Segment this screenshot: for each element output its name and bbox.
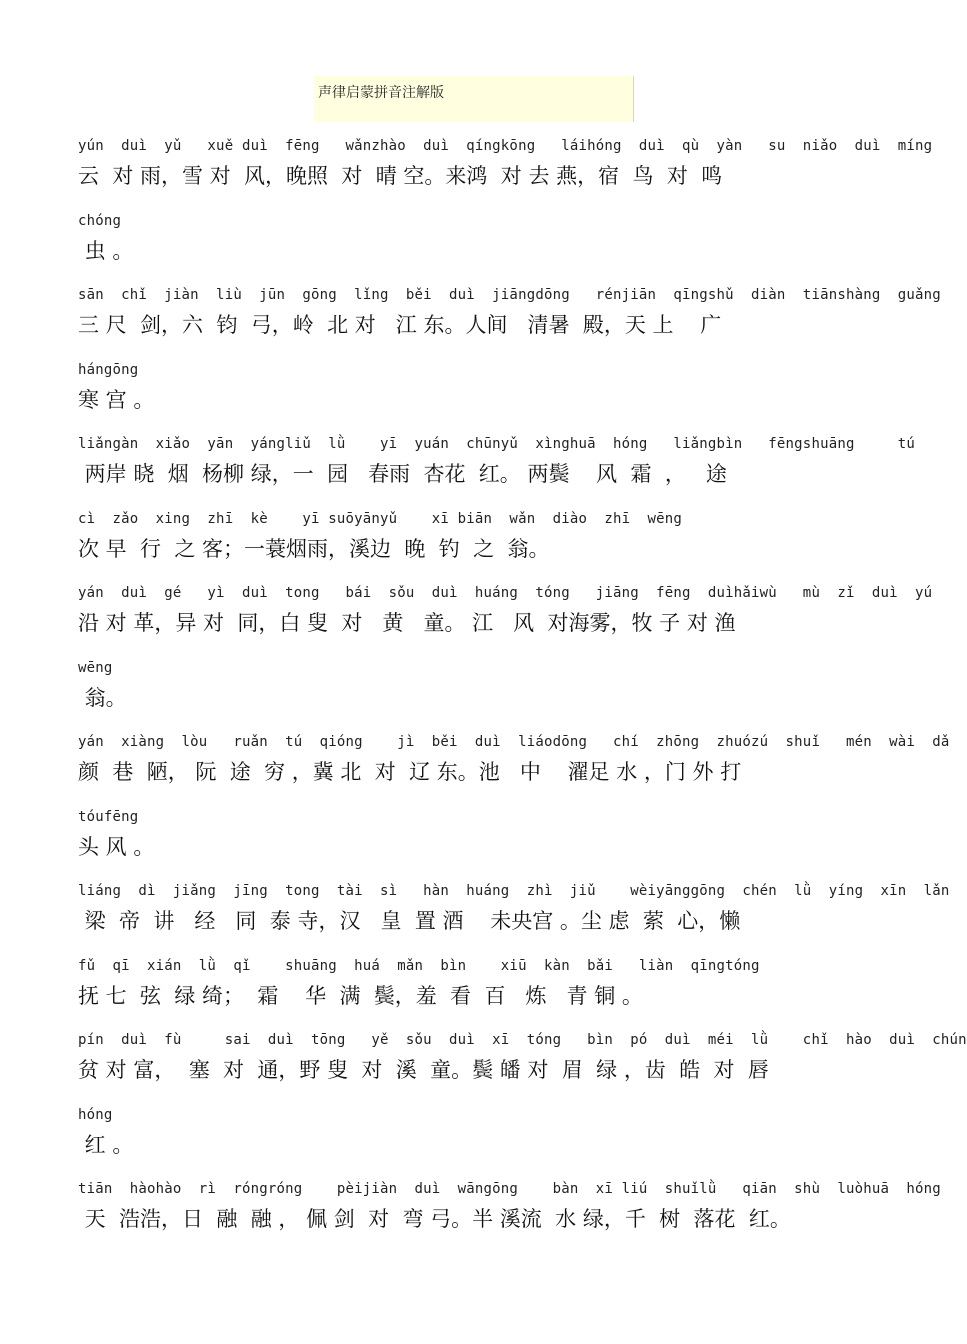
hanzi-text: 翁。 (78, 685, 127, 710)
hanzi-text: 三 尺 剑，六 钧 弓，岭 北 对 江 东。人间 清暑 殿，天 上 广 (78, 313, 722, 337)
verse-line (78, 1103, 878, 1178)
hanzi-text: 沿 对 革，异 对 同，白 叟 对 黄 童。 江 风 对海雾，牧 子 对 渔 (78, 611, 736, 635)
hanzi-text: 抚 七 弦 绿 绮； 霜 华 满 鬓，羞 看 百 炼 青 铜 。 (78, 983, 643, 1008)
hanzi-text: 头 风 。 (78, 834, 155, 859)
hanzi-text: 天 浩浩，日 融 融 ， 佩 剑 对 弯 弓。半 溪流 水 绿，千 树 落花 红。 (78, 1207, 791, 1231)
pinyin-text: hángōng (78, 361, 139, 378)
hanzi-text: 虫 。 (78, 238, 134, 263)
pinyin-text: tiān hàohào rì róngróng pèijiàn duì wāngōng bàn xī liú shuǐlǜ qiān shù luòhuā hóng (78, 1181, 941, 1197)
pinyin-text: sān chǐ jiàn liù jūn gōng lǐng běi duì jiāngdōng rénjiān qīngshǔ diàn tiānshàng guǎng (78, 287, 941, 303)
pinyin-text: pín duì fù sai duì tōng yě sǒu duì xī tóng bìn pó duì méi lǜ chǐ hào duì chún (78, 1032, 967, 1048)
poem-body (78, 134, 967, 1252)
verse-line (78, 358, 878, 433)
hanzi-text: 颜 巷 陋， 阮 途 穷 ，冀 北 对 辽 东。池 中 濯足 水 ，门 外 打 (78, 760, 742, 784)
verse-line (78, 209, 878, 284)
pinyin-text: cì zǎo xing zhī kè yī suōyānyǔ xī biān wǎn diào zhī wēng (78, 510, 683, 527)
verse-line (78, 1177, 941, 1252)
verse-line (78, 507, 878, 582)
document-title: 声律启蒙拼音注解版 (314, 76, 634, 122)
pinyin-text: yún duì yǔ xuě duì fēng wǎnzhào duì qíngkōng láihóng duì qù yàn su niǎo duì míng (78, 138, 933, 154)
hanzi-text: 寒 宫 。 (78, 387, 155, 412)
hanzi-text: 两岸 晓 烟 杨柳 绿，一 园 春雨 杏花 红。 两鬓 风 霜 ， 途 (78, 462, 727, 486)
verse-line (78, 879, 950, 954)
verse-line (78, 1028, 967, 1103)
verse-line (78, 432, 915, 507)
hanzi-text: 梁 帝 讲 经 同 泰 寺，汉 皇 置 酒 未央宫 。尘 虑 萦 心，懒 (78, 909, 741, 933)
pinyin-text: chóng (78, 212, 122, 229)
pinyin-text: liǎngàn xiǎo yān yángliǔ lǜ yī yuán chūnyǔ xìnghuā hóng liǎngbìn fēngshuāng tú (78, 436, 915, 452)
hanzi-text: 红 。 (78, 1132, 134, 1157)
pinyin-text: hóng (78, 1106, 113, 1123)
verse-line (78, 730, 950, 805)
hanzi-text: 贫 对 富， 塞 对 通，野 叟 对 溪 童。鬓 皤 对 眉 绿 ，齿 皓 对 唇 (78, 1058, 769, 1082)
hanzi-text: 云 对 雨，雪 对 风，晚照 对 晴 空。来鸿 对 去 燕，宿 鸟 对 鸣 (78, 164, 723, 188)
verse-line (78, 134, 933, 209)
pinyin-text: wēng (78, 659, 113, 676)
hanzi-text: 次 早 行 之 客；一蓑烟雨，溪边 晚 钓 之 翁。 (78, 536, 550, 561)
pinyin-text: liáng dì jiǎng jīng tong tài sì hàn huáng zhì jiǔ wèiyānggōng chén lǜ yíng xīn lǎn (78, 883, 950, 899)
pinyin-text: tóufēng (78, 808, 139, 825)
pinyin-text: yán xiàng lòu ruǎn tú qióng jì běi duì liáodōng chí zhōng zhuózú shuǐ mén wài dǎ (78, 734, 950, 750)
verse-line (78, 954, 878, 1029)
verse-line (78, 656, 878, 731)
pinyin-text: yán duì gé yì duì tong bái sǒu duì huáng tóng jiāng fēng duìhǎiwù mù zǐ duì yú (78, 585, 933, 601)
verse-line (78, 283, 941, 358)
verse-line (78, 581, 933, 656)
pinyin-text: fǔ qī xián lǜ qǐ shuāng huá mǎn bìn xiū kàn bǎi liàn qīngtóng (78, 957, 760, 974)
verse-line (78, 805, 878, 880)
